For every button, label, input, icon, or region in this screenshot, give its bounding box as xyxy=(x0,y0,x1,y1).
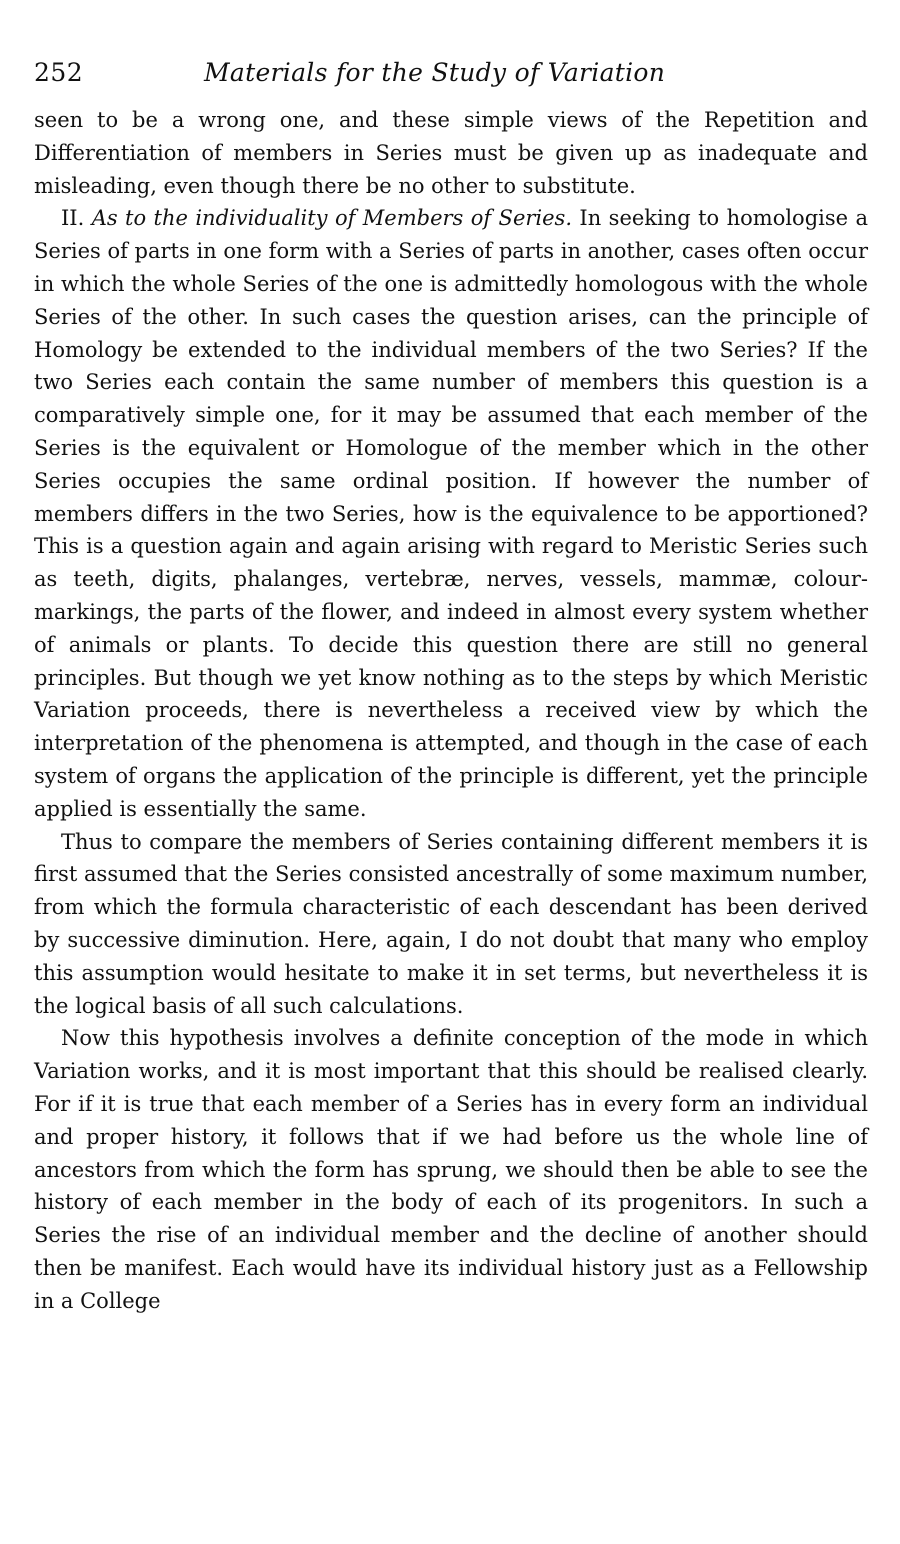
paragraph-text: seen to be a wrong one, and these simple views of the Repetition and Differentiation of members in Series must be given up as inadequate and misleading, even though there be no other to substitute. xyxy=(34,108,868,198)
paragraph-continuation xyxy=(34,104,868,202)
running-title: Materials for the Study of Variation xyxy=(204,58,666,87)
section-numeral: II. xyxy=(61,206,92,231)
book-page xyxy=(34,50,868,1317)
paragraph-individuality xyxy=(34,202,868,825)
paragraph-text: In seeking to homologise a Series of parts in one form with a Series of parts in another, cases often occur in which the whole Series of the one is admittedly homologous with the whole Series of the other. In such cases the question arises, can the principle of Homology be extended to the individual members of the two Series? If the two Series each contain the same number of members this question is a comparatively simple one, for it may be assumed that each member of the Series is the equivalent or Homologue of the member which in the other Series occupies the same ordinal position. If however the number of members differs in the two Series, how is the equivalence to be apportioned? This is a question again and again arising with regard to Meristic Series such as teeth, digits, phalanges, vertebræ, nerves, vessels, mammæ, colour-markings, the parts of the flower, and indeed in almost every system whether of animals or plants. To decide this question there are still no general principles. But though we yet know nothing as to the steps by which Meristic Variation proceeds, there is nevertheless a received view by which the interpretation of the phenomena is attempted, and though in the case of each system of organs the application of the principle is different, yet the principle applied is essentially the same. xyxy=(34,206,868,821)
paragraph-hypothesis xyxy=(34,1022,868,1317)
paragraph-ancestral-maximum xyxy=(34,826,868,1023)
paragraph-text: Now this hypothesis involves a definite conception of the mode in which Variation works, and it is most important that this should be realised clearly. For if it is true that each member of a Series has in every form an individual and proper history, it follows that if we had before us the whole line of ancestors from which the form has sprung, we should then be able to see the history of each member in the body of each of its progenitors. In such a Series the rise of an individual member and the decline of another should then be manifest. Each would have its individual history just as a Fellowship in a College xyxy=(34,1026,868,1313)
section-heading-italic: As to the individuality of Members of Series. xyxy=(91,206,573,231)
paragraph-text: Thus to compare the members of Series containing different members it is first assumed that the Series consisted ancestrally of some maximum number, from which the formula characteristic of each descendant has been derived by successive diminution. Here, again, I do not doubt that many who employ this assumption would hesitate to make it in set terms, but nevertheless it is the logical basis of all such calculations. xyxy=(34,829,868,1018)
running-head xyxy=(34,50,868,100)
page-number: 252 xyxy=(34,58,84,87)
